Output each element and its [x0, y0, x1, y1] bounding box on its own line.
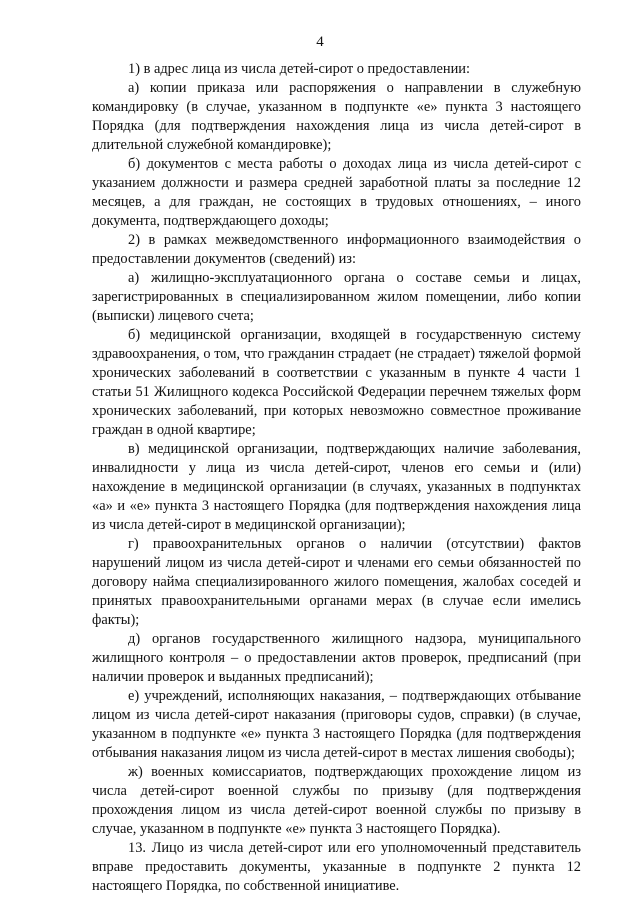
paragraph-2-intro: 2) в рамках межведомственного информационного взаимодействия о предоставлении документов (сведений) из: — [92, 232, 581, 267]
document-body — [92, 60, 581, 896]
paragraph-2c-medical-disability: в) медицинской организации, подтверждающих наличие заболевания, инвалидности у лица из числа детей-сирот, членов его семьи и (или) нахождение в медицинской организации (в случаях, указанных в подпунктах «а» и «е» пункта 3 настоящего Порядка (для подтверждения нахождения лица из числа детей-сирот в медицинской организации); — [92, 441, 581, 533]
paragraph-2e-housing-supervision: д) органов государственного жилищного надзора, муниципального жилищного контроля – о предоставлении актов проверок, предписаний (при наличии проверок и выданных предписаний); — [92, 631, 581, 685]
paragraph-13: 13. Лицо из числа детей-сирот или его уполномоченный представитель вправе предоставить документы, указанные в подпункте 2 пункта 12 настоящего Порядка, по собственной инициативе. — [92, 840, 581, 894]
paragraph-1a-business-trip: а) копии приказа или распоряжения о направлении в служебную командировку (в случае, указанном в подпункте «е» пункта 3 настоящего Порядка (для подтверждения нахождения лица из числа детей-сирот в длительной служебной командировке); — [92, 80, 581, 153]
paragraph-2g-military: ж) военных комиссариатов, подтверждающих прохождение лицом из числа детей-сирот военной службы по призыву (для подтверждения прохождения лицом из числа детей-сирот военной службы по призыву в случае, указанном в подпункте «е» пункта 3 настоящего Порядка). — [92, 764, 581, 837]
paragraph-1-intro: 1) в адрес лица из числа детей-сирот о предоставлении: — [128, 61, 470, 77]
paragraph-2f-penal-institutions: е) учреждений, исполняющих наказания, – подтверждающих отбывание лицом из числа детей-сирот наказания (приговоры судов, справки) (в случае, указанном в подпункте «е» пункта 3 настоящего Порядка (для подтверждения отбывания наказания лицом из числа детей-сирот в местах лишения свободы); — [92, 688, 581, 761]
page-number: 4 — [316, 34, 324, 50]
paragraph-2b-medical-chronic: б) медицинской организации, входящей в государственную систему здравоохранения, о том, что гражданин страдает (не страдает) тяжелой формой хронических заболеваний в соответствии с указанным в пункте 4 части 1 статьи 51 Жилищного кодекса Российской Федерации перечнем тяжелых форм хронических заболеваний, при которых невозможно совместное проживание граждан в одной квартире; — [92, 327, 581, 438]
paragraph-2d-law-enforcement: г) правоохранительных органов о наличии (отсутствии) фактов нарушений лицом из числа детей-сирот и членами его семьи обязанностей по договору найма специализированного жилого помещения, жалобах соседей и принятых правоохранительными органами мерах (в случае если имелись факты); — [92, 536, 581, 628]
paragraph-1b-income: б) документов с места работы о доходах лица из числа детей-сирот с указанием должности и размера средней заработной платы за последние 12 месяцев, а для граждан, не состоящих в трудовых отношениях, – иного документа, подтверждающего доходы; — [92, 156, 581, 229]
paragraph-2a-housing-body: а) жилищно-эксплуатационного органа о составе семьи и лицах, зарегистрированных в специализированном жилом помещении, либо копии (выписки) лицевого счета; — [92, 270, 581, 324]
